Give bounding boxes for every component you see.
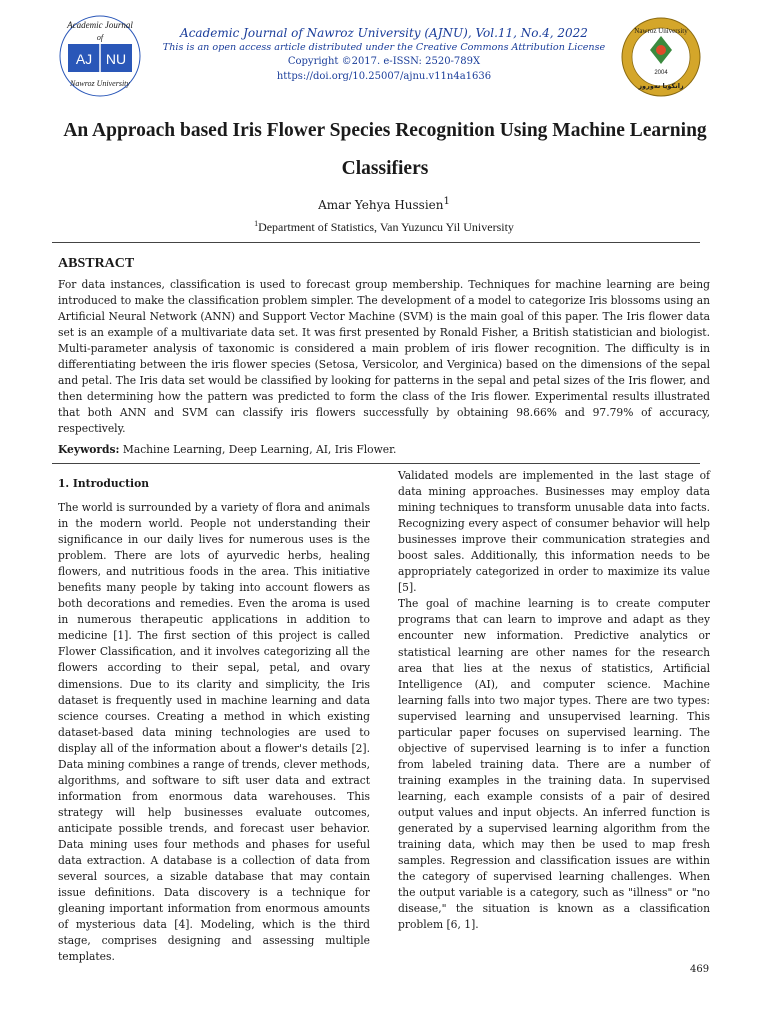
introduction-paragraph-3: The goal of machine learning is to create computer programs that can learn to improve and adapt as they encounter new information. Predictive analytics or statistical learning are other names for the research area that lies at the nexus of statistics, Artificial Intelligence (AI), and computer science. Machine learning falls into two major types. There are two types: supervised learning and unsupervised learning. This particular paper focuses on supervised learning. The objective of supervised learning is to infer a function from labeled training data. There are a number of training examples in the training data. In supervised learning, each example consists of a pair of desired output values and input objects. An inferred function is generated by a supervised learning algorithm from the training data, which may then be used to map fresh samples. Regression and classification issues are within the category of supervised learning challenges. When the output variable is a category, such as "illness" or "no disease," the situation is known as a classification problem [6, 1]. <box>398 597 710 932</box>
journal-citation: Academic Journal of Nawroz University (AJNU), Vol.11, No.4, 2022 <box>180 26 588 40</box>
journal-header <box>150 26 618 84</box>
keywords-label: Keywords: <box>58 443 120 456</box>
author-superscript: 1 <box>443 196 450 207</box>
author-line <box>0 196 768 212</box>
ajnu-logo-bottom-text: Nawroz University <box>70 79 130 88</box>
divider-top <box>52 242 700 243</box>
divider-bottom <box>52 463 700 464</box>
affiliation-line <box>0 219 768 235</box>
ajnu-logo-of-text: of <box>96 33 104 42</box>
ajnu-journal-logo <box>58 14 142 98</box>
open-access-notice: This is an open access article distributed under the Creative Commons Attribution License <box>162 41 606 53</box>
nawroz-university-seal <box>620 16 702 98</box>
keywords-text: Machine Learning, Deep Learning, AI, Iris Flower. <box>122 443 397 456</box>
keywords-line <box>58 443 396 456</box>
affiliation-text: Department of Statistics, Van Yuzuncu Yil University <box>258 220 514 234</box>
doi-link[interactable]: https://doi.org/10.25007/ajnu.v11n4a1636 <box>276 70 492 82</box>
copyright-line: Copyright ©2017. e-ISSN: 2520-789X <box>287 56 481 67</box>
introduction-paragraph-2: Validated models are implemented in the last stage of data mining approaches. Businesses may employ data mining techniques to transform unusable data into facts. Recognizing every aspect of consumer behavior will help businesses improve their communication strategies and boost sales. Additionally, this information needs to be appropriately categorized in order to maximize its value [5]. <box>398 469 710 595</box>
author-name: Amar Yehya Hussien <box>318 198 444 212</box>
seal-year: 2004 <box>654 70 668 76</box>
left-column <box>58 476 370 965</box>
ajnu-logo-letters-right: NU <box>105 51 127 67</box>
abstract-heading: ABSTRACT <box>58 256 135 271</box>
paper-title: An Approach based Iris Flower Species Recognition Using Machine Learning Classifiers <box>63 120 707 179</box>
seal-bottom-text: زانكۆیا نه‌وروز <box>638 82 684 90</box>
seal-ring-text: Nawroz University <box>634 27 688 35</box>
introduction-heading: 1. Introduction <box>58 477 149 490</box>
abstract-body: For data instances, classification is used to forecast group membership. Techniques for machine learning are being introduced to make the classification problem simpler. The development of a model to categorize Iris blossoms using an Artificial Neural Network (ANN) and Support Vector Machine (SVM) is the main goal of this paper. The Iris flower data set is an example of a multivariate data set. It was first presented by Ronald Fisher, a British statistician and biologist. Multi-parameter analysis of taxonomic is considered a main problem of iris flower recognition. The difficulty is in differentiating between the iris flower species (Setosa, Versicolor, and Verginica) based on the dimensions of the sepal and petal. The Iris data set would be classified by looking for patterns in the sepal and petal sizes of the Iris flower, and then determining how the pattern was predicted to form the class of the Iris flower. Experimental results illustrated that both ANN and SVM can classify iris flowers successfully by obtaining 98.66% and 97.79% of accuracy, respectively. <box>58 278 710 436</box>
ajnu-logo-top-text: Academic Journal <box>67 20 133 30</box>
right-column <box>398 468 710 933</box>
page-number: 469 <box>690 964 710 975</box>
affiliation-superscript: 1 <box>254 219 259 228</box>
ajnu-logo-letters-left: AJ <box>75 51 93 67</box>
introduction-paragraph-1: The world is surrounded by a variety of flora and animals in the modern world. People not understanding their significance in our daily lives for numerous uses is the problem. There are lots of ayurvedic herbs, healing flowers, and nutritious foods in the area. This initiative benefits many people by taking into account flowers as both decorations and remedies. Even the aroma is used in numerous therapeutic applications in addition to medicine [1]. The first section of this project is called Flower Classification, and it involves categorizing all the flowers according to their sepal, petal, and ovary dimensions. Due to its clarity and simplicity, the Iris dataset is frequently used in machine learning and data science courses. Creating a method in which existing dataset-based data mining technologies are used to display all of the information about a flower's details [2]. Data mining combines a range of trends, clever methods, algorithms, and software to sift user data and extract information from enormous data warehouses. This strategy will help businesses evaluate outcomes, anticipate possible trends, and forecast user behavior. Data mining uses four methods and phases for useful data extraction. A database is a collection of data from several sources, a sizable database that may contain issue definitions. Data discovery is a technique for gleaning important information from enormous amounts of mysterious data [4]. Modeling, which is the third stage, comprises designing and assessing multiple templates. <box>58 501 370 964</box>
